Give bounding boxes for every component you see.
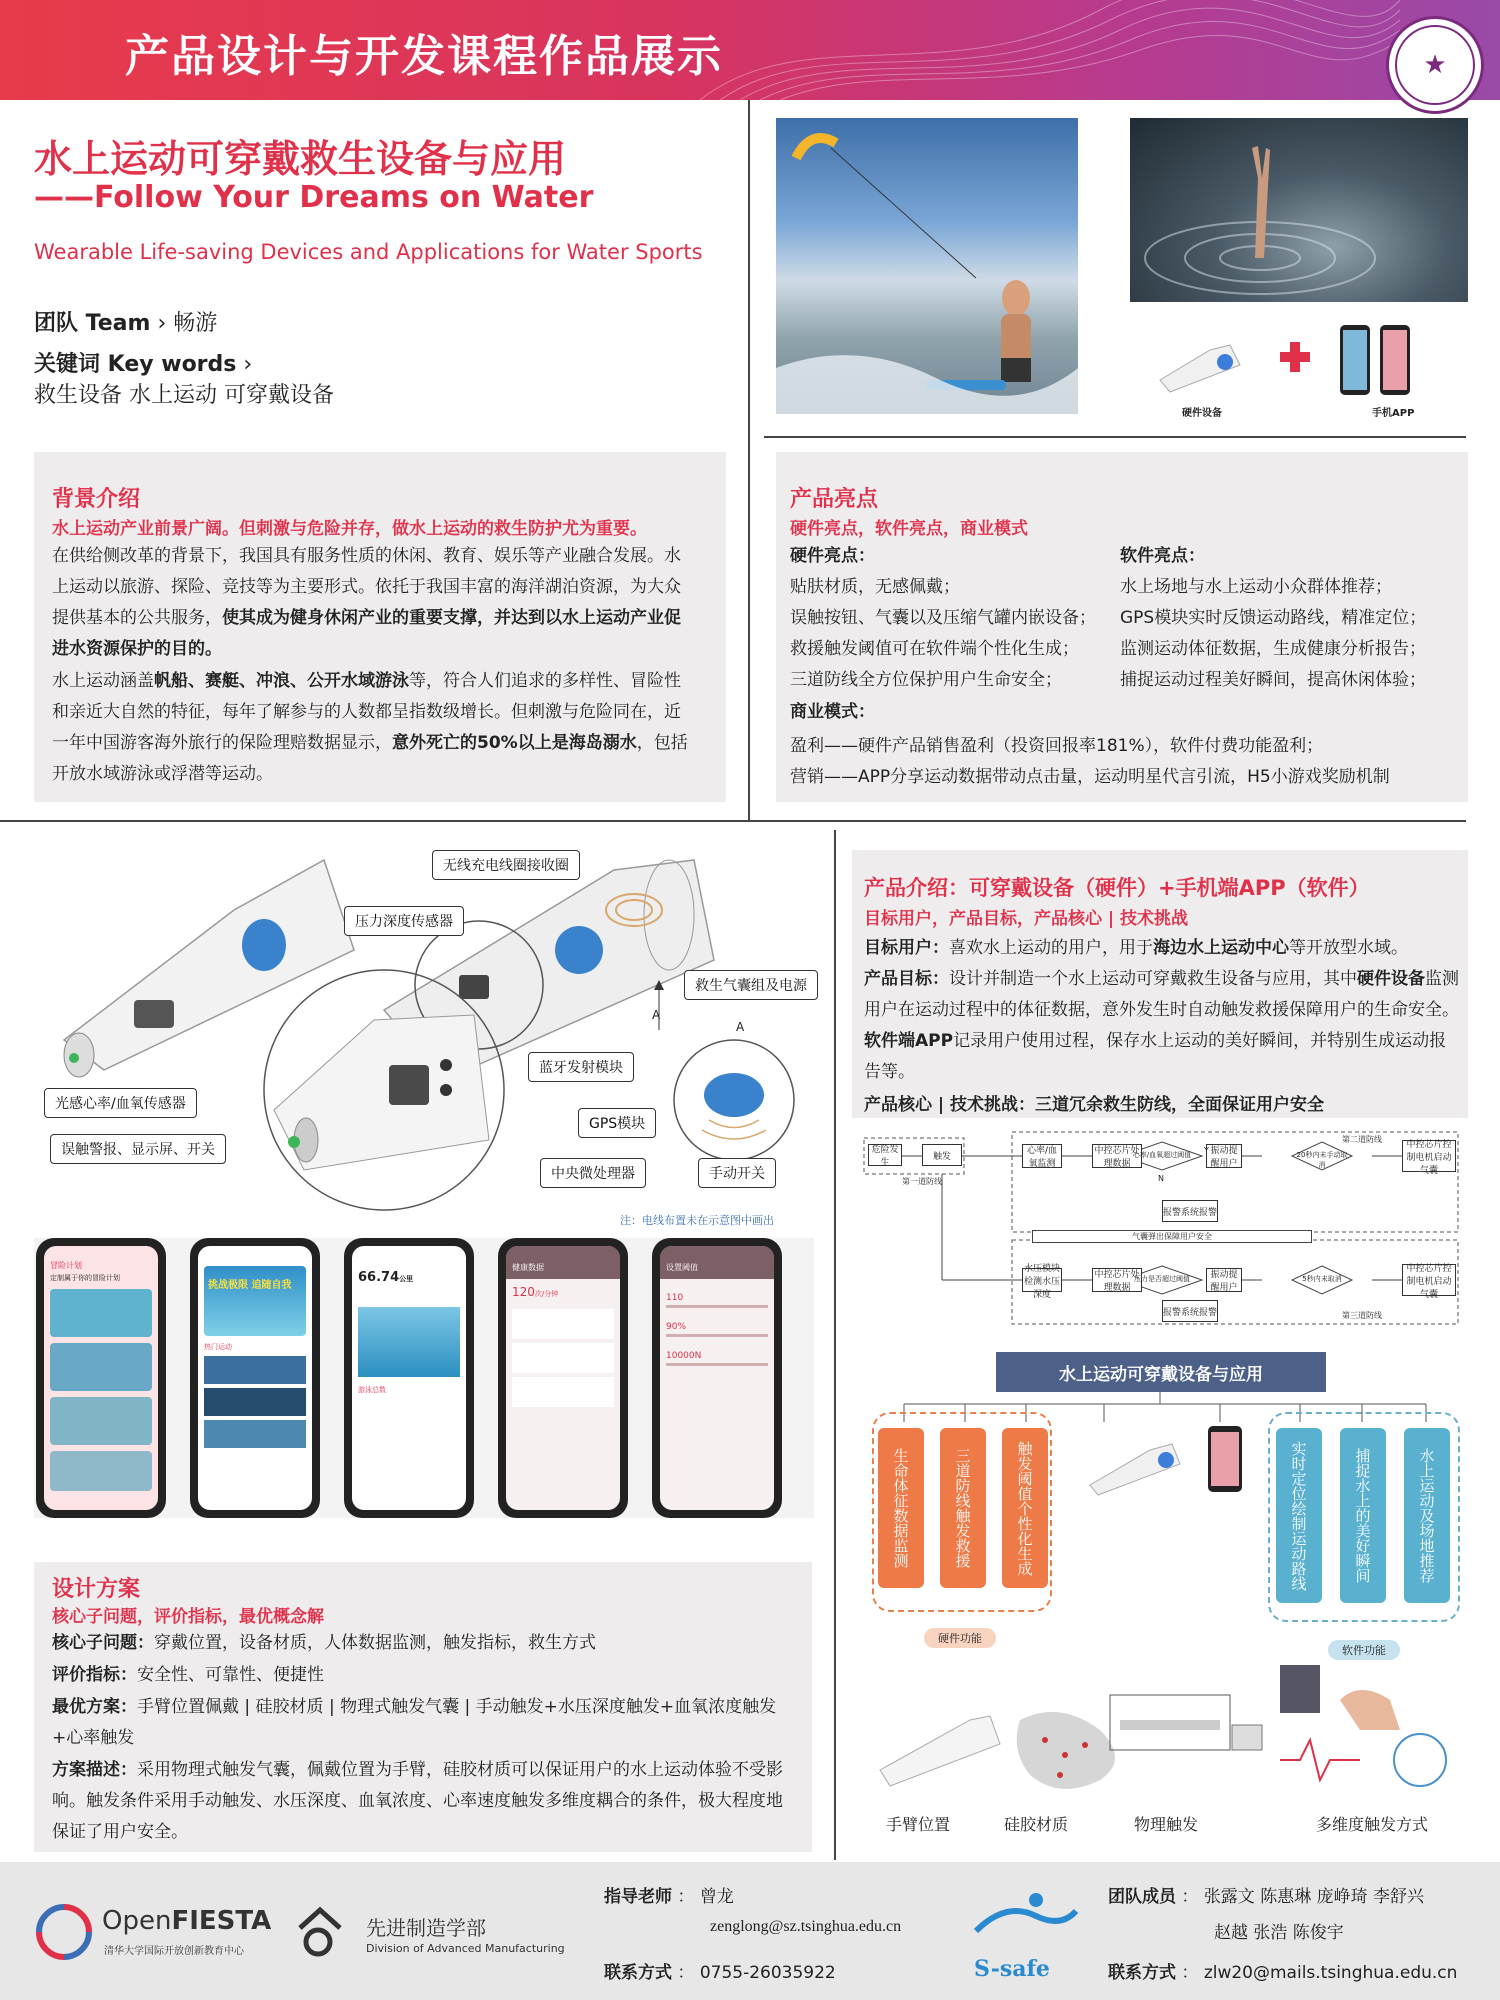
label-a-right: A xyxy=(736,1020,745,1034)
device-caption: 硬件设备 xyxy=(1182,408,1222,419)
sw-feature-pill: 捕捉水上的美好瞬间 xyxy=(1340,1428,1386,1603)
callout-alarm-display-switch: 误触警报、显示屏、开关 xyxy=(50,1134,226,1164)
phone3-row: 游泳总数 xyxy=(358,1386,386,1394)
s-safe-logo-text: S-safe xyxy=(974,1956,1050,1982)
hw-feature-pill: 触发阈值个性化生成 xyxy=(1002,1428,1048,1588)
divider-bottom xyxy=(834,830,836,1860)
advisor-email: zenglong@sz.tsinghua.edu.cn xyxy=(710,1918,902,1935)
goals-text-b: 监测用户在运动过程中的体征数据，意外发生时自动触发救援保障用户的生命安全。 xyxy=(864,969,1459,1020)
phone5-value-b: 90% xyxy=(666,1322,687,1332)
fc-label-line1: 第一道防线 xyxy=(902,1177,942,1186)
diagram-note: 注：电线布置未在示意图中画出 xyxy=(620,1214,774,1227)
fc-no: N xyxy=(1158,1174,1164,1183)
phone5-value-a: 110 xyxy=(666,1293,684,1303)
s-safe-logo-icon xyxy=(966,1886,1086,1956)
phone-threshold xyxy=(652,1238,782,1518)
list-item: 贴肤材质，无感佩戴； xyxy=(790,577,960,597)
description-label: 方案描述： xyxy=(52,1760,137,1780)
fc-node-vibrate2: 振动提醒用户 xyxy=(1206,1268,1242,1292)
fc-node-vibrate1: 振动提醒用户 xyxy=(1206,1144,1242,1168)
phone4-unit: 次/分钟 xyxy=(534,1290,559,1298)
members-sep: ： xyxy=(1181,1887,1199,1907)
background-lead: 水上运动产业前景广阔。但刺激与危险并存，做水上运动的救生防护尤为重要。 xyxy=(52,519,647,539)
highlights-subheading: 硬件亮点，软件亮点，商业模式 xyxy=(790,519,1028,539)
members-line xyxy=(1108,1882,1424,1907)
kitesurfer-illustration xyxy=(776,118,1078,414)
background-p2-text-a: 水上运动涵盖 xyxy=(52,671,154,691)
advisor-name: 曾龙 xyxy=(699,1887,734,1907)
openfiesta-logo-sub: 清华大学国际开放创新教育中心 xyxy=(104,1946,244,1957)
flowchart xyxy=(862,1130,1462,1330)
background-p2-text-b: 等，符合人们追求的多样性、冒险性和亲近大自然的特征，每年了解参与的人数都呈指数级增长。但刺激与危险同在，近一年中国游客海外旅行的保险理赔数据显示， xyxy=(52,671,681,753)
phone3-value: 66.74 xyxy=(358,1270,400,1285)
phone2-section: 热门运动 xyxy=(204,1343,232,1351)
hw-feature-pill: 生命体征数据监测 xyxy=(878,1428,924,1588)
team-contact-label: 联系方式 xyxy=(1108,1963,1176,1983)
eval-label: 评价指标： xyxy=(52,1665,137,1685)
advisor-contact-sep: ： xyxy=(677,1963,695,1983)
design-caption-multi: 多维度触发方式 xyxy=(1316,1815,1429,1834)
hw-highlights-title: 硬件亮点： xyxy=(790,546,875,566)
phone-health xyxy=(498,1238,628,1518)
fc-yes: Y xyxy=(1204,1146,1209,1155)
product-app-graphic xyxy=(1130,320,1468,420)
fc-node-threshold1: 心率/血氧超过阈值 xyxy=(1132,1151,1192,1159)
callout-cpu: 中央微处理器 xyxy=(540,1158,646,1188)
design-description xyxy=(52,1755,792,1848)
openfiesta-logo-text xyxy=(102,1906,271,1936)
team-contact-sep: ： xyxy=(1181,1963,1199,1983)
business-model-marketing: 营销——APP分享运动数据带动点击量，运动明星代言引流，H5小游戏奖励机制 xyxy=(790,767,1390,787)
question-text: 穿戴位置，设备材质，人体数据监测，触发指标，救生方式 xyxy=(154,1633,596,1653)
advisor-sep: ： xyxy=(677,1887,695,1907)
divider-middle xyxy=(0,820,1466,822)
advisor-contact-line xyxy=(604,1958,836,1983)
phone3-unit: 公里 xyxy=(399,1275,414,1283)
list-item: 捕捉运动过程美好瞬间，提高休闲体验； xyxy=(1120,670,1426,690)
fc-node-cancel1: 20秒内未手动取消 xyxy=(1296,1151,1348,1169)
project-title-en-full: Wearable Life-saving Devices and Applications for Water Sports xyxy=(34,240,703,264)
design-concept-illustrations xyxy=(860,1660,1460,1810)
members-list-1: 张露文 陈惠琳 庞峥琦 李舒兴 xyxy=(1203,1887,1425,1907)
fc-node-alarm2: 报警系统报警 xyxy=(1162,1300,1218,1322)
list-item: GPS模块实时反馈运动路线，精准定位； xyxy=(1120,608,1427,628)
highlights-heading: 产品亮点 xyxy=(790,487,879,512)
core-label: 产品核心 | 技术挑战： xyxy=(864,1095,1036,1115)
fc-node-cpu2: 中控芯片处理数据 xyxy=(1092,1268,1142,1292)
callout-pressure-sensor: 压力深度传感器 xyxy=(344,906,464,936)
divider-top xyxy=(748,100,750,820)
design-subheading: 核心子问题，评价指标，最优概念解 xyxy=(52,1607,324,1627)
logo1-text: Open xyxy=(102,1906,172,1936)
am-logo-text: 先进制造学部 xyxy=(366,1916,486,1940)
intro-goals xyxy=(864,964,1460,1088)
keywords-line xyxy=(34,347,252,378)
fc-node-monitor: 心率/血氧监测 xyxy=(1022,1144,1062,1168)
team-value: 畅游 xyxy=(173,311,218,336)
banner-title: 产品设计与开发课程作品展示 xyxy=(125,31,723,82)
feature-device-phone-illustration xyxy=(1080,1420,1300,1500)
background-p2-bold-b: 意外死亡的50%以上是海岛溺水 xyxy=(392,733,637,753)
fc-node-airbag2: 中控芯片控制电机启动气囊 xyxy=(1402,1264,1456,1296)
solution-label: 最优方案： xyxy=(52,1697,137,1717)
list-item: 监测运动体征数据，生成健康分析报告； xyxy=(1120,639,1426,659)
keywords-label: 关键词 Key words xyxy=(34,352,237,377)
phone5-value-c: 10000N xyxy=(666,1351,702,1361)
callout-gps: GPS模块 xyxy=(578,1108,656,1138)
background-heading: 背景介绍 xyxy=(52,487,141,512)
team-contact-email: zlw20@mails.tsinghua.edu.cn xyxy=(1203,1963,1458,1983)
phone5-title: 设置阈值 xyxy=(660,1246,774,1279)
phone4-metric xyxy=(506,1279,620,1305)
callout-manual-switch: 手动开关 xyxy=(698,1158,776,1188)
description-text: 采用物理式触发气囊，佩戴位置为手臂，硅胶材质可以保证用户的水上运动体验不受影响。触发条件采用手动触发、水压深度、血氧浓度、心率速度触发多维度耦合的条件，极大程度地保证了用户安全。 xyxy=(52,1760,783,1842)
design-solution xyxy=(52,1692,792,1754)
app-caption: 手机APP xyxy=(1372,408,1415,419)
design-caption-silicone: 硅胶材质 xyxy=(1004,1815,1069,1834)
intro-users xyxy=(864,933,1460,964)
users-label: 目标用户： xyxy=(864,938,949,958)
divider-right-top xyxy=(764,436,1466,438)
team-contact-line xyxy=(1108,1958,1457,1983)
goals-bold-b: 软件端APP xyxy=(864,1031,954,1051)
list-item: 三道防线全方位保护用户生命安全； xyxy=(790,670,1062,690)
callout-charging-coil: 无线充电线圈接收圈 xyxy=(432,850,580,880)
device-plus-phones-illustration xyxy=(1130,320,1468,400)
members-list-2: 赵越 张浩 陈俊宇 xyxy=(1214,1923,1344,1943)
university-seal-logo xyxy=(1386,16,1484,114)
fc-node-threshold2: 压力是否超过阈值 xyxy=(1134,1275,1190,1283)
keywords-sep: › xyxy=(243,352,253,377)
project-title-en-sub: ——Follow Your Dreams on Water xyxy=(34,180,594,215)
fc-node-start: 危险发生 xyxy=(868,1144,902,1166)
fc-node-safe: 气囊弹出保障用户安全 xyxy=(1032,1230,1312,1243)
background-p1-bold: 使其成为健身休闲产业的重要支撑，并达到以水上运动产业促进水资源保护的目的。 xyxy=(52,608,681,659)
members-label: 团队成员 xyxy=(1108,1887,1176,1907)
callout-airbag-power: 救生气囊组及电源 xyxy=(684,970,818,1000)
callout-bluetooth: 蓝牙发射模块 xyxy=(528,1052,634,1082)
design-eval xyxy=(52,1660,792,1691)
team-line xyxy=(34,306,217,337)
design-heading: 设计方案 xyxy=(52,1577,141,1602)
sw-highlights-list xyxy=(1120,572,1470,696)
advisor-line xyxy=(604,1882,734,1907)
design-caption-physical: 物理触发 xyxy=(1134,1815,1199,1834)
core-text: 三道冗余救生防线，全面保证用户安全 xyxy=(1035,1095,1325,1115)
drowning-photo xyxy=(1130,118,1468,302)
fc-node-alarm1: 报警系统报警 xyxy=(1162,1200,1218,1222)
keywords-value: 救生设备 水上运动 可穿戴设备 xyxy=(34,383,334,408)
label-a-top: A xyxy=(652,1008,661,1022)
hw-feature-tag: 硬件功能 xyxy=(924,1628,996,1648)
am-logo-icon xyxy=(292,1904,348,1958)
phone-record xyxy=(344,1238,474,1518)
design-caption-arm: 手臂位置 xyxy=(886,1815,951,1834)
intro-subheading: 目标用户，产品目标，产品核心 | 技术挑战 xyxy=(864,909,1189,929)
list-item: 救援触发阈值可在软件端个性化生成； xyxy=(790,639,1079,659)
am-logo-sub: Division of Advanced Manufacturing xyxy=(366,1942,565,1955)
features-title: 水上运动可穿戴设备与应用 xyxy=(996,1352,1326,1392)
phone-home xyxy=(190,1238,320,1518)
list-item: 水上场地与水上运动小众群体推荐； xyxy=(1120,577,1392,597)
fc-node-water: 水压模块检测水压深度 xyxy=(1023,1263,1060,1300)
phone3-distance xyxy=(352,1246,466,1287)
seal-icon: ★ xyxy=(1423,50,1447,80)
callout-heart-oxygen-sensor: 光感心率/血氧传感器 xyxy=(44,1088,197,1118)
background-p1-text: 在供给侧改革的背景下，我国具有服务性质的休闲、教育、娱乐等产业融合发展。水上运动以旅游、探险、竞技等为主要形式。依托于我国丰富的海洋湖泊资源，为大众提供基本的公共服务， xyxy=(52,546,681,628)
users-bold: 海边水上运动中心 xyxy=(1153,938,1289,958)
list-item: 误触按钮、气囊以及压缩气罐内嵌设备； xyxy=(790,608,1096,628)
ripples-illustration xyxy=(1130,118,1468,302)
users-text-b: 等开放型水域。 xyxy=(1289,938,1408,958)
phone-plan xyxy=(36,1238,166,1518)
advisor-label: 指导老师 xyxy=(604,1887,672,1907)
business-model-title: 商业模式： xyxy=(790,702,875,722)
background-p2-bold-a: 帆船、赛艇、冲浪、公开水域游泳 xyxy=(154,671,409,691)
users-text-a: 喜欢水上运动的用户，用于 xyxy=(949,938,1153,958)
fc-label-line3: 第三道防线 xyxy=(1342,1311,1382,1320)
team-sep: › xyxy=(157,311,167,336)
goals-text-a: 设计并制造一个水上运动可穿戴救生设备与应用，其中 xyxy=(949,969,1357,989)
fc-node-cancel2: 5秒内未取消 xyxy=(1302,1275,1342,1283)
sw-feature-pill: 水上运动及场地推荐 xyxy=(1404,1428,1450,1603)
hw-highlights-list xyxy=(790,572,1120,696)
project-title-cn: 水上运动可穿戴救生设备与应用 xyxy=(34,137,567,181)
app-screens xyxy=(34,1238,814,1518)
solution-text: 手臂位置佩戴 | 硅胶材质 | 物理式触发气囊 | 手动触发+水压深度触发+血氧浓度触发+心率触发 xyxy=(52,1697,777,1748)
fc-label-line2: 第二道防线 xyxy=(1342,1135,1382,1144)
advisor-contact-label: 联系方式 xyxy=(604,1963,672,1983)
openfiesta-logo-icon xyxy=(34,1902,94,1962)
eval-text: 安全性、可靠性、便捷性 xyxy=(137,1665,324,1685)
intro-heading: 产品介绍：可穿戴设备（硬件）+手机端APP（软件） xyxy=(864,876,1370,900)
question-label: 核心子问题： xyxy=(52,1633,154,1653)
design-question xyxy=(52,1628,792,1659)
goals-text-c: 记录用户使用过程，保存水上运动的美好瞬间，并特别生成运动报告等。 xyxy=(864,1031,1447,1082)
kitesurf-photo xyxy=(776,118,1078,414)
goals-label: 产品目标： xyxy=(864,969,949,989)
team-label: 团队 Team xyxy=(34,311,151,336)
sw-feature-tag: 软件功能 xyxy=(1328,1640,1400,1660)
intro-core xyxy=(864,1090,1460,1121)
logo1-bold: FIESTA xyxy=(171,1906,272,1936)
phone4-title: 健康数据 xyxy=(506,1246,620,1279)
fc-node-cpu1: 中控芯片处理数据 xyxy=(1092,1144,1142,1168)
fc-node-airbag1: 中控芯片控制电机启动气囊 xyxy=(1402,1140,1456,1172)
hw-feature-pill: 三道防线触发救援 xyxy=(940,1428,986,1588)
device-diagram xyxy=(34,840,824,1240)
phone4-value: 120 xyxy=(512,1285,535,1299)
background-paragraph-1 xyxy=(52,541,692,665)
background-paragraph-2 xyxy=(52,666,692,790)
fc-node-trigger: 触发 xyxy=(922,1144,962,1166)
advisor-phone: 0755-26035922 xyxy=(699,1963,836,1983)
sw-highlights-title: 软件亮点： xyxy=(1120,546,1205,566)
phone1-title: 冒险计划 xyxy=(50,1261,82,1270)
business-model-profit: 盈利——硬件产品销售盈利（投资回报率181%），软件付费功能盈利； xyxy=(790,736,1324,756)
goals-bold-a: 硬件设备 xyxy=(1357,969,1425,989)
phone2-banner: 挑战极限 追随自我 xyxy=(204,1266,306,1336)
phone1-sub: 定制属于你的冒险计划 xyxy=(50,1274,120,1282)
sw-feature-pill: 实时定位绘制运动路线 xyxy=(1276,1428,1322,1603)
background-p2-text-c: ，包括开放水域游泳或浮潜等运动。 xyxy=(52,733,688,784)
